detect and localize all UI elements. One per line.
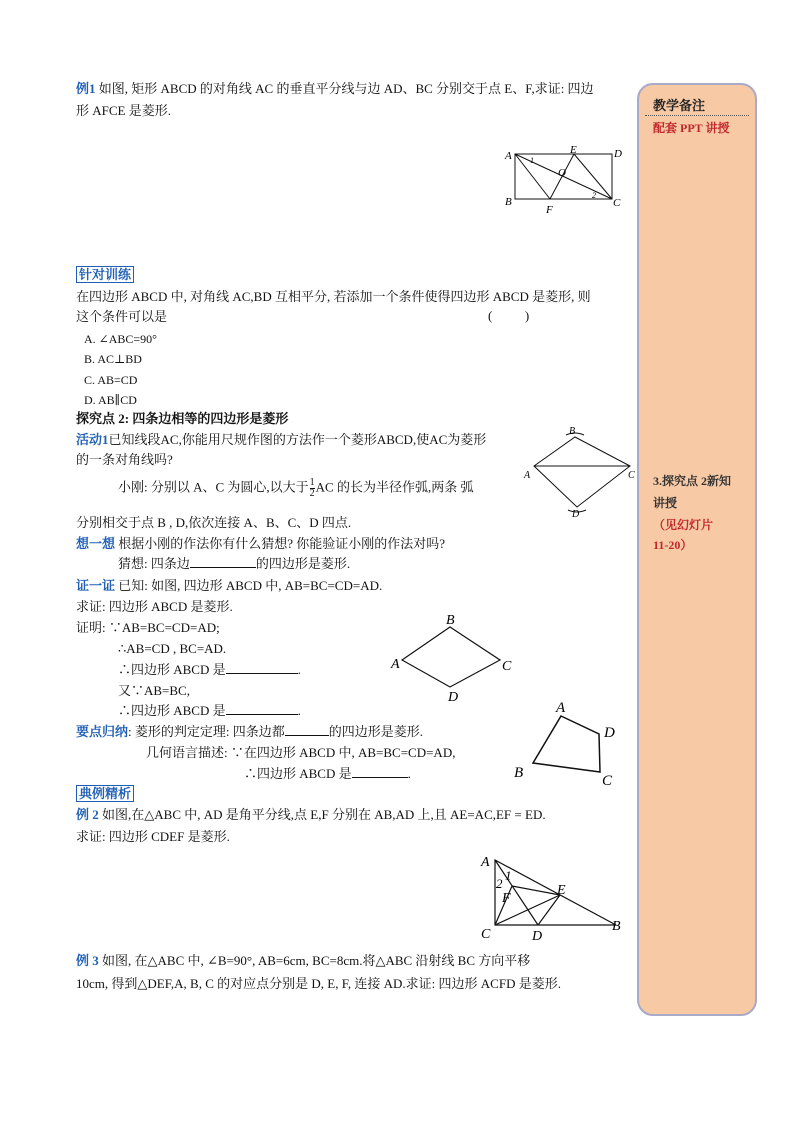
- guess-line: [118, 555, 350, 573]
- key-text1b: 的四边形是菱形.: [328, 724, 424, 739]
- sidebar-subtitle: 配套 PPT 讲授: [653, 121, 730, 135]
- sidebar-note-3: （见幻灯片: [653, 518, 714, 532]
- fig1-label-b: B: [505, 196, 512, 208]
- fig3-label-d: D: [448, 690, 459, 705]
- prove-line: [76, 577, 382, 595]
- key-blank1: [285, 723, 329, 736]
- fig2-label-c: C: [628, 470, 635, 481]
- fig3-label-a: A: [391, 657, 400, 672]
- example1-line1: [76, 80, 594, 98]
- key-label: 要点归纳: [76, 724, 129, 739]
- proof-step1: 证明: ∵AB=BC=CD=AD;: [76, 620, 220, 635]
- fig1-label-1: 1: [530, 156, 534, 165]
- key-text1: : 菱形的判定定理: 四条边都: [128, 724, 285, 739]
- example2-line2: 求证: 四边形 CDEF 是菱形.: [76, 829, 230, 844]
- fig1-label-2: 2: [592, 191, 596, 200]
- example3-line2: 10cm, 得到△DEF,A, B, C 的对应点分别是 D, E, F, 连接 AD.求证: 四边形 ACFD 是菱形.: [76, 976, 561, 991]
- prove-seek: 求证: 四边形 ABCD 是菱形.: [76, 599, 233, 614]
- fig2-label-b: B: [569, 426, 576, 437]
- prove-text: 已知: 如图, 四边形 ABCD 中, AB=BC=CD=AD.: [115, 578, 383, 593]
- fig5-label-b: B: [612, 919, 621, 934]
- explore2-heading: 探究点 2: 四条边相等的四边形是菱形: [76, 411, 289, 426]
- fig4-label-a: A: [556, 700, 566, 716]
- example2-line1: [76, 806, 546, 824]
- fig5-label-1: 1: [505, 868, 512, 883]
- key-line2: 几何语言描述: ∵在四边形 ABCD 中, AB=BC=CD=AD,: [146, 745, 456, 760]
- proof-step3-end: .: [297, 662, 301, 677]
- example1-text: 如图, 矩形 ABCD 的对角线 AC 的垂直平分线与边 AD、BC 分别交于点 E、F,求证: 四边: [95, 81, 594, 96]
- fig5-label-c: C: [481, 927, 491, 942]
- fraction-numerator: 1: [309, 477, 315, 488]
- activity1-line1: [76, 431, 486, 449]
- fig5-label-a: A: [481, 855, 490, 870]
- xiaogang-text1: 小刚: 分别以 A、C 为圆心,以大于: [118, 479, 309, 495]
- example2-label: 例 2: [76, 807, 99, 822]
- figure-rectangle-afce: [500, 143, 635, 218]
- proof-step5-blank: [226, 702, 298, 715]
- example1-line2: 形 AFCE 是菱形.: [76, 103, 171, 118]
- key-line1: [76, 723, 423, 741]
- figure-quadrilateral-abcd: [510, 696, 625, 791]
- fig1-label-o: O: [558, 167, 566, 179]
- figure-triangle-cdef: [478, 850, 628, 945]
- example3-text: 如图, 在△ABC 中, ∠B=90°, AB=6cm, BC=8cm.将△ABC 沿射线 BC 方向平移: [98, 953, 531, 968]
- fig1-label-e: E: [570, 144, 577, 156]
- typical-heading: 典例精析: [76, 785, 134, 802]
- fig3-label-c: C: [502, 659, 512, 674]
- activity1-label: 活动1: [76, 432, 109, 447]
- think-text: 根据小刚的作法你有什么猜想? 你能验证小刚的作法对吗?: [115, 536, 446, 551]
- xiaogang-line1: [118, 478, 473, 499]
- training-heading: 针对训练: [76, 266, 134, 283]
- sidebar-note-1: 3.探究点 2新知: [653, 474, 732, 488]
- example3-line1: [76, 952, 530, 970]
- sidebar-note-2: 讲授: [653, 496, 678, 510]
- fig1-label-d: D: [614, 148, 622, 160]
- xiaogang-text2: AC 的长为半径作弧,两条 弧: [315, 479, 474, 495]
- sidebar-note-4: 11-20）: [653, 538, 693, 552]
- fig4-label-c: C: [602, 773, 613, 789]
- fig5-label-e: E: [557, 883, 566, 898]
- proof-step5-text: ∴四边形 ABCD 是: [118, 703, 226, 718]
- fraction-denominator: 2: [309, 488, 315, 499]
- key-text3b: .: [407, 766, 411, 781]
- option-a: A. ∠ABC=90°: [84, 332, 157, 346]
- answer-paren: ( ): [488, 308, 530, 323]
- figure-rhombus-construction: [522, 425, 637, 520]
- example1-label: 例1: [76, 81, 96, 96]
- fig3-label-b: B: [446, 613, 455, 628]
- fig5-label-f: F: [502, 891, 511, 906]
- key-line3: [244, 765, 411, 783]
- fig1-label-a: A: [505, 150, 512, 162]
- option-d: D. AB∥CD: [84, 393, 137, 407]
- sidebar-divider: [645, 115, 749, 116]
- fig1-label-c: C: [613, 197, 621, 209]
- fig2-label-a: A: [524, 470, 531, 481]
- example2-text: 如图,在△ABC 中, AD 是角平分线,点 E,F 分别在 AB,AD 上,且 AE=AC,EF = ED.: [98, 807, 546, 822]
- fig1-label-f: F: [546, 204, 553, 216]
- training-question-text: 这个条件可以是: [76, 309, 168, 324]
- option-c: C. AB=CD: [84, 373, 138, 387]
- sidebar-title: 教学备注: [653, 98, 706, 113]
- option-b: B. AC⊥BD: [84, 352, 142, 366]
- key-text3: ∴四边形 ABCD 是: [244, 766, 352, 781]
- fig5-label-d: D: [532, 929, 543, 944]
- key-blank3: [352, 765, 408, 778]
- figure-rhombus-abcd: [388, 610, 523, 705]
- fig4-label-b: B: [514, 765, 524, 781]
- training-question-line1: 在四边形 ABCD 中, 对角线 AC,BD 互相平分, 若添加一个条件使得四边形 ABCD 是菱形, 则: [76, 289, 591, 304]
- proof-step4: 又∵AB=BC,: [118, 683, 190, 698]
- xiaogang-line2: 分别相交于点 B , D,依次连接 A、B、C、D 四点.: [76, 515, 352, 530]
- fig4-label-d: D: [604, 725, 615, 741]
- proof-step5-end: .: [297, 703, 301, 718]
- fraction-one-half: [310, 478, 315, 499]
- guess-text2: 的四边形是菱形.: [255, 556, 351, 571]
- activity1-text: 已知线段AC,你能用尺规作图的方法作一个菱形ABCD,使AC为菱形: [108, 432, 487, 447]
- example3-label: 例 3: [76, 953, 99, 968]
- fig5-label-2: 2: [496, 876, 503, 891]
- training-question-line2: [76, 308, 167, 326]
- activity1-line2: 的一条对角线吗?: [76, 452, 173, 467]
- proof-step2: ∴AB=CD , BC=AD.: [118, 641, 227, 656]
- prove-label: 证一证: [76, 578, 116, 593]
- typical-heading-row: [76, 785, 134, 803]
- think-line: [76, 535, 445, 553]
- guess-blank: [190, 555, 256, 568]
- fig2-label-d: D: [572, 509, 580, 520]
- teaching-notes-sidebar: [637, 83, 757, 1016]
- proof-step3: [118, 661, 301, 679]
- proof-step3-blank: [226, 661, 298, 674]
- guess-text1: 猜想: 四条边: [118, 556, 190, 571]
- proof-step5: [118, 702, 301, 720]
- training-heading-row: [76, 266, 134, 284]
- think-label: 想一想: [76, 536, 116, 551]
- proof-step3-text: ∴四边形 ABCD 是: [118, 662, 226, 677]
